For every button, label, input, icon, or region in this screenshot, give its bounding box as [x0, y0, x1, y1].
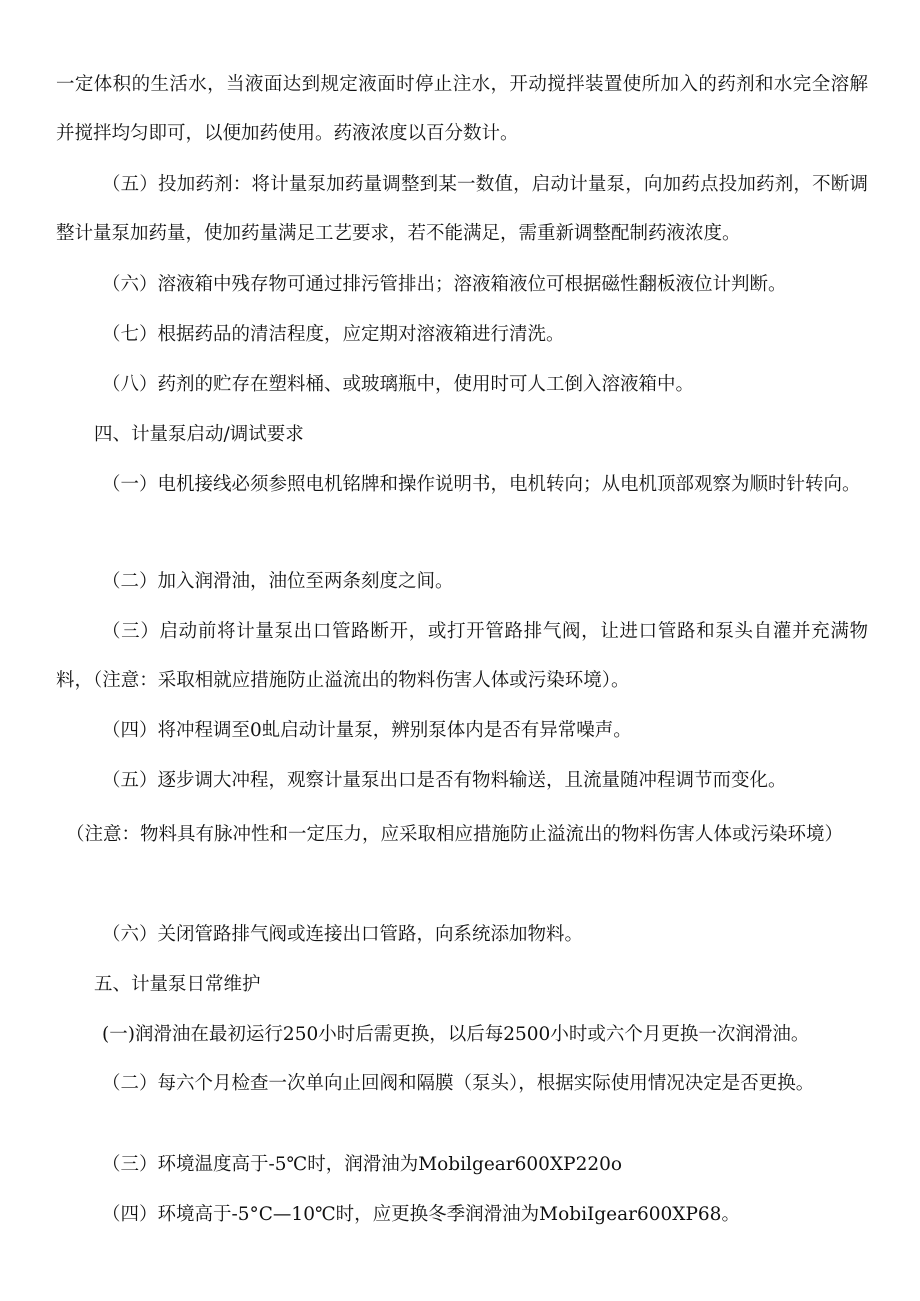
paragraph-pulse-warning: （注意：物料具有脉冲性和一定压力，应采取相应措施防止溢流出的物料伤害人体或污染环境） — [66, 824, 844, 845]
section-heading-pump-startup: 四、计量泵启动/调试要求 — [94, 424, 304, 445]
paragraph-dosing: （五）投加药剂：将计量泵加药量调整到某一数值，启动计量泵，向加药点投加药剂，不断调整计量泵加药量，使加药量满足工艺要求，若不能满足，需重新调整配制药液浓度。 — [56, 174, 868, 244]
paragraph-solution-prep: 一定体积的生活水，当液面达到规定液面时停止注水，开动搅拌装置使所加入的药剂和水完全溶解并搅拌均匀即可，以便加药使用。药液浓度以百分数计。 — [56, 74, 868, 144]
paragraph-increase-stroke: （五）逐步调大冲程，观察计量泵出口是否有物料输送，且流量随冲程调节而变化。 — [102, 770, 787, 791]
paragraph-residue-drain: （六）溶液箱中残存物可通过排污管排出；溶液箱液位可根据磁性翻板液位计判断。 — [102, 274, 787, 295]
section-heading-daily-maintenance: 五、计量泵日常维护 — [94, 974, 261, 995]
paragraph-stroke-zero: （四）将冲程调至0虬启动计量泵，辨别泵体内是否有异常噪声。 — [102, 720, 632, 741]
paragraph-oil-change: (一)润滑油在最初运行250小时后需更换，以后每2500小时或六个月更换一次润滑油。 — [102, 1024, 810, 1045]
paragraph-oil-warm: （三）环境温度高于-5℃时，润滑油为Mobilgear600XP220o — [102, 1154, 623, 1175]
paragraph-valve-check: （二）每六个月检查一次单向止回阀和隔膜（泵头），根据实际使用情况决定是否更换。 — [102, 1073, 815, 1094]
paragraph-connect-outlet: （六）关闭管路排气阀或连接出口管路，向系统添加物料。 — [102, 924, 584, 945]
paragraph-priming: （三）启动前将计量泵出口管路断开，或打开管路排气阀，让进口管路和泵头自灌并充满物料，（注意：采取相就应措施防止溢流出的物料伤害人体或污染环境）。 — [56, 621, 868, 691]
paragraph-tank-cleaning: （七）根据药品的清洁程度，应定期对溶液箱进行清洗。 — [102, 324, 565, 345]
paragraph-chemical-storage: （八）药剂的贮存在塑料桶、或玻璃瓶中，使用时可人工倒入溶液箱中。 — [102, 374, 695, 395]
paragraph-motor-wiring: （一）电机接线必须参照电机铭牌和操作说明书，电机转向；从电机顶部观察为顺时针转向。 — [102, 474, 861, 495]
paragraph-add-lubricant: （二）加入润滑油，油位至两条刻度之间。 — [102, 571, 454, 592]
paragraph-oil-winter: （四）环境高于-5°C—10℃时，应更换冬季润滑油为MobiIgear600XP68。 — [102, 1204, 740, 1225]
